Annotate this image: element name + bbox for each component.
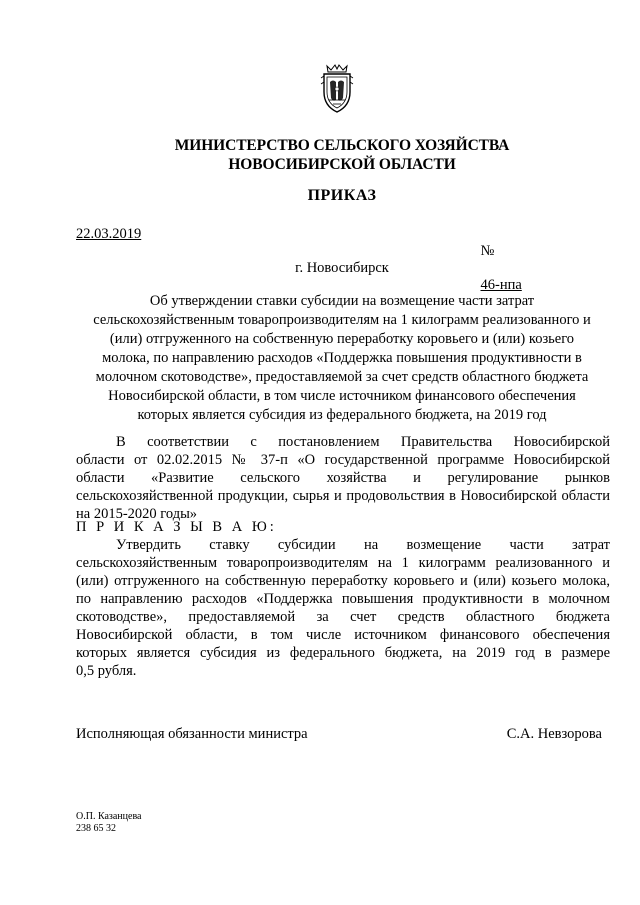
coat-of-arms-icon: [317, 62, 357, 114]
signatory-name: С.А. Невзорова: [506, 726, 602, 742]
city: г. Новосибирск: [295, 260, 389, 276]
number-value: 46-нпа: [480, 277, 522, 293]
paragraph-line: по направлению расходов «Поддержка повышения продуктивности в молочном: [76, 591, 610, 607]
paragraph-line: В соответствии с постановлением Правительства Новосибирской: [116, 434, 610, 450]
executor-name: О.П. Казанцева: [76, 811, 142, 822]
legal-basis-paragraph: [76, 433, 610, 523]
paragraph-line: (или) отгруженного на собственную переработку коровьего и (или) козьего молока,: [76, 573, 610, 589]
signatory-role: Исполняющая обязанности министра: [76, 726, 308, 742]
paragraph-line: области от 02.02.2015 № 37-п «О государственной программе Новосибирской: [76, 452, 610, 468]
subject-line: которых является субсидия из федерального бюджета, на 2019 год: [137, 407, 547, 423]
resolution-paragraph: [76, 536, 610, 680]
executor-phone: 238 65 32: [76, 823, 116, 834]
orders-heading: П Р И К А З Ы В А Ю:: [76, 519, 277, 535]
executor-info: [76, 811, 141, 835]
paragraph-line: Утвердить ставку субсидии на возмещение части затрат: [116, 537, 610, 553]
order-date: 22.03.2019: [76, 226, 142, 242]
paragraph-line: области «Развитие сельского хозяйства и регулирование рынков: [76, 470, 610, 486]
ministry-title-line1: МИНИСТЕРСТВО СЕЛЬСКОГО ХОЗЯЙСТВА: [174, 137, 510, 154]
paragraph-line: на 2015-2020 годы»: [76, 506, 198, 522]
subject-line: Об утверждении ставки субсидии на возмещение части затрат: [149, 293, 535, 309]
ministry-title-line2: НОВОСИБИРСКОЙ ОБЛАСТИ: [228, 156, 456, 173]
paragraph-line: сельскохозяйственной продукции, сырья и продовольствия в Новосибирской области: [76, 488, 610, 504]
subject-line: молока, по направлению расходов «Поддержка повышения продуктивности в: [102, 350, 582, 366]
subject-line: молочном скотоводстве», предоставляемой за счет средств областного бюджета: [95, 369, 589, 385]
subject-line: сельскохозяйственным товаропроизводителям на 1 килограмм реализованного и: [93, 312, 591, 328]
subject-line: Новосибирской области, в том числе источником финансового обеспечения: [108, 388, 576, 404]
subject-line: (или) отгруженного на собственную переработку коровьего и (или) козьего: [109, 331, 575, 347]
paragraph-line: скотоводстве», предоставляемой за счет средств областного бюджета: [76, 609, 610, 625]
paragraph-line: 0,5 рубля.: [76, 663, 137, 679]
document-type: ПРИКАЗ: [307, 187, 377, 204]
number-label: №: [480, 243, 495, 259]
order-subject: [76, 292, 608, 425]
paragraph-line: которых является субсидия из федерального бюджета, на 2019 год в размере: [76, 645, 610, 661]
paragraph-line: Новосибирской области, в том числе источником финансового обеспечения: [76, 627, 610, 643]
paragraph-line: сельскохозяйственным товаропроизводителям на 1 килограмм реализованного и: [76, 555, 610, 571]
